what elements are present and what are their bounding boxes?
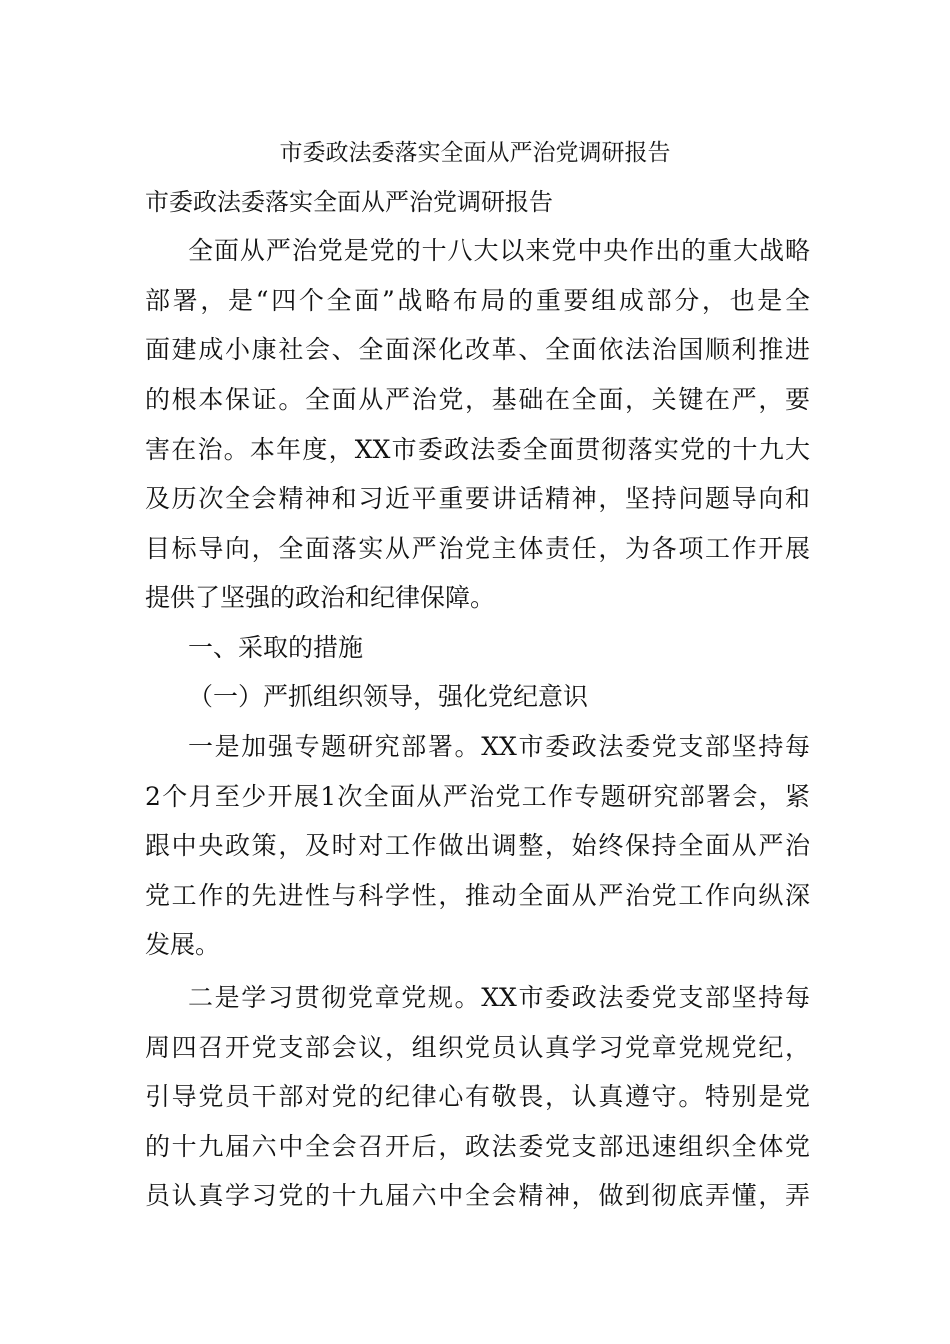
paragraph-line: 全面从严治党是党的十八大以来党中央作出的重大战略 — [188, 236, 810, 265]
paragraph-line: 害在治。本年度，XX市委政法委全面贯彻落实党的十九大 — [145, 435, 810, 464]
paragraph-line: 的根本保证。全面从严治党，基础在全面，关键在严，要 — [145, 385, 810, 414]
paragraph-line: 面建成小康社会、全面深化改革、全面依法治国顺利推进 — [145, 335, 810, 364]
paragraph-line: 党工作的先进性与科学性，推动全面从严治党工作向纵深 — [145, 881, 810, 910]
paragraph-line: 提供了坚强的政治和纪律保障。 — [145, 583, 496, 612]
subsection-heading: （一）严抓组织领导，强化党纪意识 — [188, 682, 589, 711]
document-subtitle: 市委政法委落实全面从严治党调研报告 — [145, 188, 553, 216]
paragraph-line: 2个月至少开展1次全面从严治党工作专题研究部署会，紧 — [145, 782, 810, 811]
paragraph-line: 引导党员干部对党的纪律心有敬畏，认真遵守。特别是党 — [145, 1082, 810, 1111]
paragraph-line: 二是学习贯彻党章党规。XX市委政法委党支部坚持每 — [188, 983, 810, 1012]
paragraph-line: 的十九届六中全会召开后，政法委党支部迅速组织全体党 — [145, 1132, 810, 1161]
paragraph-line: 部署，是“四个全面”战略布局的重要组成部分，也是全 — [145, 286, 810, 315]
paragraph-line: 目标导向，全面落实从严治党主体责任，为各项工作开展 — [145, 534, 810, 563]
paragraph-line: 发展。 — [145, 930, 221, 959]
paragraph-line: 跟中央政策，及时对工作做出调整，始终保持全面从严治 — [145, 831, 810, 860]
section-heading: 一、采取的措施 — [188, 633, 364, 662]
paragraph-line: 及历次全会精神和习近平重要讲话精神，坚持问题导向和 — [145, 484, 810, 513]
paragraph-line: 员认真学习党的十九届六中全会精神，做到彻底弄懂，弄 — [145, 1181, 810, 1210]
paragraph-line: 周四召开党支部会议，组织党员认真学习党章党规党纪， — [145, 1033, 810, 1062]
document-title: 市委政法委落实全面从严治党调研报告 — [279, 140, 671, 166]
paragraph-line: 一是加强专题研究部署。XX市委政法委党支部坚持每 — [188, 732, 810, 761]
